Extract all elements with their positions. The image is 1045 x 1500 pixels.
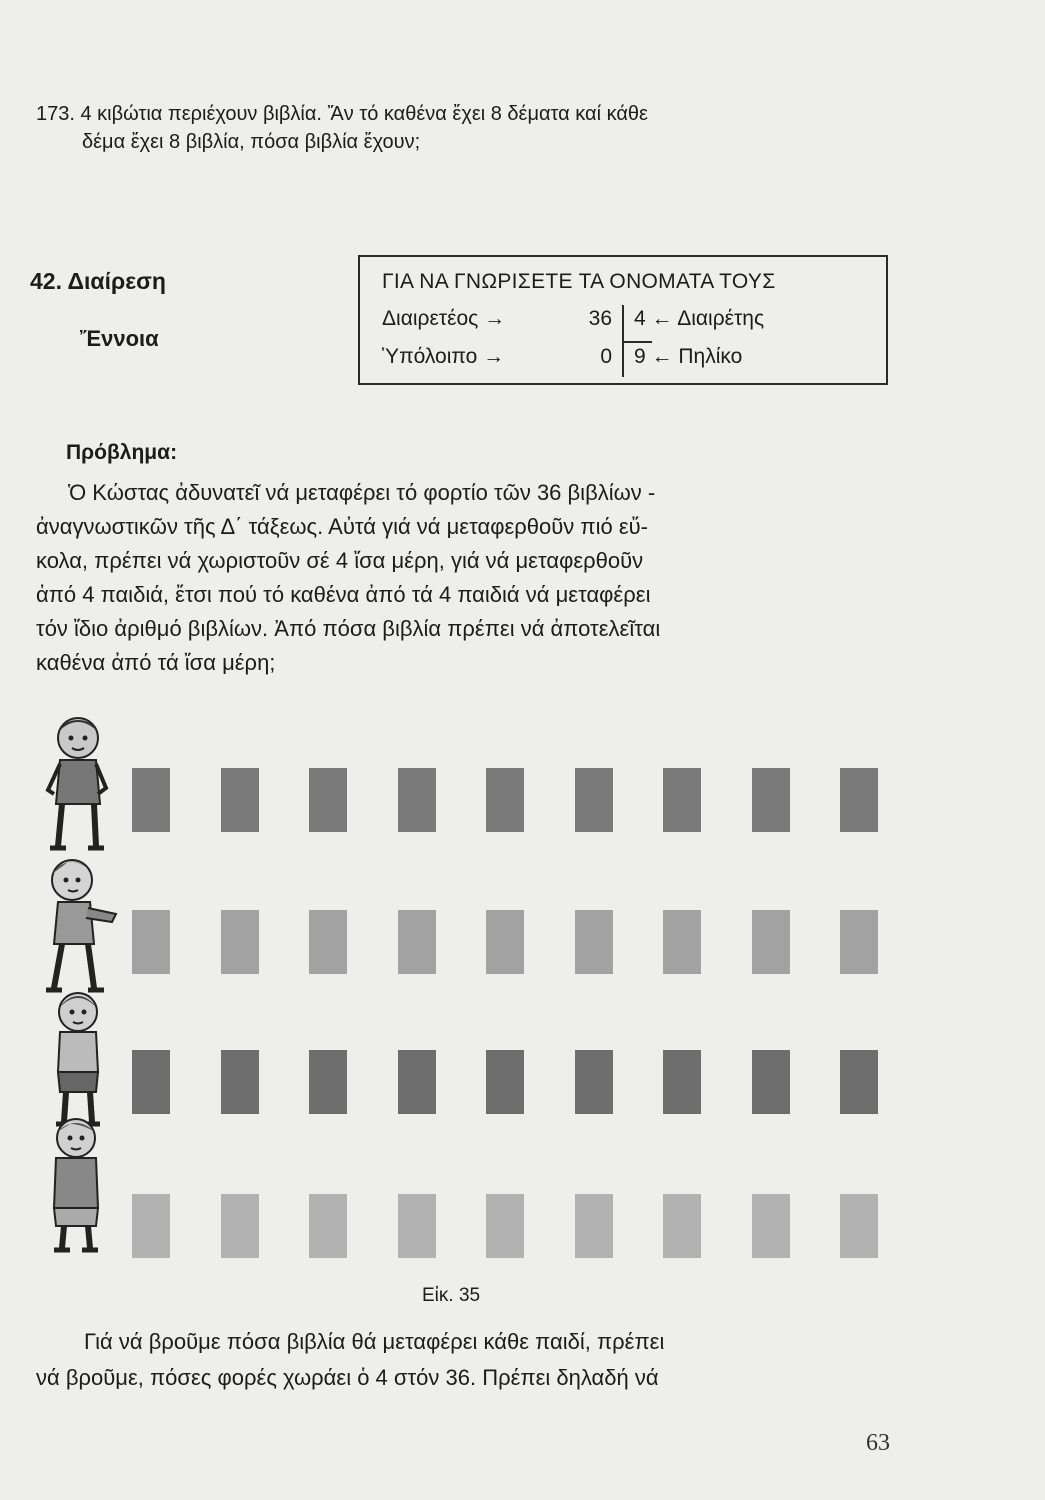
book-block (840, 1050, 878, 1114)
dividend-label: Διαιρετέος → (382, 307, 506, 330)
book-block (752, 768, 790, 832)
book-block (663, 910, 701, 974)
book-block (309, 910, 347, 974)
child-figure-4 (32, 1108, 124, 1258)
book-block (398, 768, 436, 832)
figure-caption: Εἰκ. 35 (422, 1285, 481, 1306)
book-block (398, 910, 436, 974)
book-block (575, 1050, 613, 1114)
problem-line: κολα, πρέπει νά χωριστοῦν σέ 4 ἴσα μέρη, γιά νά μεταφερθοῦν (36, 548, 644, 573)
book-block (752, 910, 790, 974)
book-block (840, 910, 878, 974)
problem-line: ἀναγνωστικῶν τῆς Δ΄ τάξεως. Αὐτά γιά νά μεταφερθοῦν πιό εὔ- (36, 514, 648, 539)
book-block (486, 1194, 524, 1258)
book-block (840, 1194, 878, 1258)
dividend-value: 36 (588, 307, 612, 330)
problem-line: Ὁ Κώστας ἀδυνατεῖ νά μεταφέρει τό φορτίο τῶν 36 βιβλίων - (68, 480, 656, 505)
book-block (221, 910, 259, 974)
book-block (132, 1194, 170, 1258)
book-block (840, 768, 878, 832)
bottom-line: Γιά νά βροῦμε πόσα βιβλία θά μεταφέρει κάθε παιδί, πρέπει (84, 1329, 665, 1354)
book-block (398, 1194, 436, 1258)
remainder-value: 0 (600, 345, 612, 368)
division-horizontal-line (624, 341, 652, 343)
problem-text (36, 476, 896, 680)
book-block (663, 768, 701, 832)
book-block (486, 910, 524, 974)
book-block (486, 768, 524, 832)
exercise-line-1: 4 κιβώτια περιέχουν βιβλία. Ἄν τό καθένα ἔχει 8 δέματα καί κάθε (80, 103, 648, 125)
book-block (132, 768, 170, 832)
book-block (398, 1050, 436, 1114)
problem-title: Πρόβλημα: (66, 441, 178, 464)
divisor-term: 4 ← Διαιρέτης (634, 307, 765, 330)
book-block (486, 1050, 524, 1114)
page-number: 63 (866, 1430, 890, 1456)
book-block (575, 1194, 613, 1258)
quotient-term: 9 ← Πηλίκο (634, 345, 743, 368)
remainder-row (382, 345, 612, 369)
division-terms-box (358, 255, 888, 385)
book-block (221, 1194, 259, 1258)
problem-line: ἀπό 4 παιδιά, ἔτσι πού τό καθένα ἀπό τά 4 παιδιά νά μεταφέρει (36, 582, 651, 607)
book-block (752, 1050, 790, 1114)
dividend-row (382, 307, 612, 331)
book-block (221, 768, 259, 832)
book-block (309, 768, 347, 832)
concept-subtitle: Ἔννοια (80, 326, 159, 351)
book-block (575, 910, 613, 974)
bottom-line: νά βροῦμε, πόσες φορές χωράει ὁ 4 στόν 36. Πρέπει δηλαδή νά (36, 1365, 659, 1390)
book-block (663, 1050, 701, 1114)
book-block (575, 768, 613, 832)
child-figure-2 (32, 848, 124, 998)
child-figure-1 (32, 708, 124, 858)
book-block (752, 1194, 790, 1258)
exercise-173 (36, 100, 916, 156)
bottom-text (36, 1324, 902, 1396)
book-block (132, 910, 170, 974)
remainder-label: Ὑπόλοιπο → (382, 345, 505, 368)
book-block (221, 1050, 259, 1114)
terms-box-header: ΓΙΑ ΝΑ ΓΝΩΡΙΣΕΤΕ ΤΑ ΟΝΟΜΑΤΑ ΤΟΥΣ (382, 270, 776, 293)
book-block (309, 1194, 347, 1258)
problem-line: καθένα ἀπό τά ἴσα μέρη; (36, 650, 276, 675)
figure-35 (20, 700, 900, 1260)
exercise-number: 173. (36, 103, 75, 125)
book-block (132, 1050, 170, 1114)
problem-line: τόν ἴδιο ἀριθμό βιβλίων. Ἀπό πόσα βιβλία πρέπει νά ἀποτελεῖται (36, 616, 661, 641)
book-block (309, 1050, 347, 1114)
exercise-line-2: δέμα ἔχει 8 βιβλία, πόσα βιβλία ἔχουν; (82, 131, 421, 153)
book-block (663, 1194, 701, 1258)
section-title: 42. Διαίρεση (30, 268, 166, 294)
